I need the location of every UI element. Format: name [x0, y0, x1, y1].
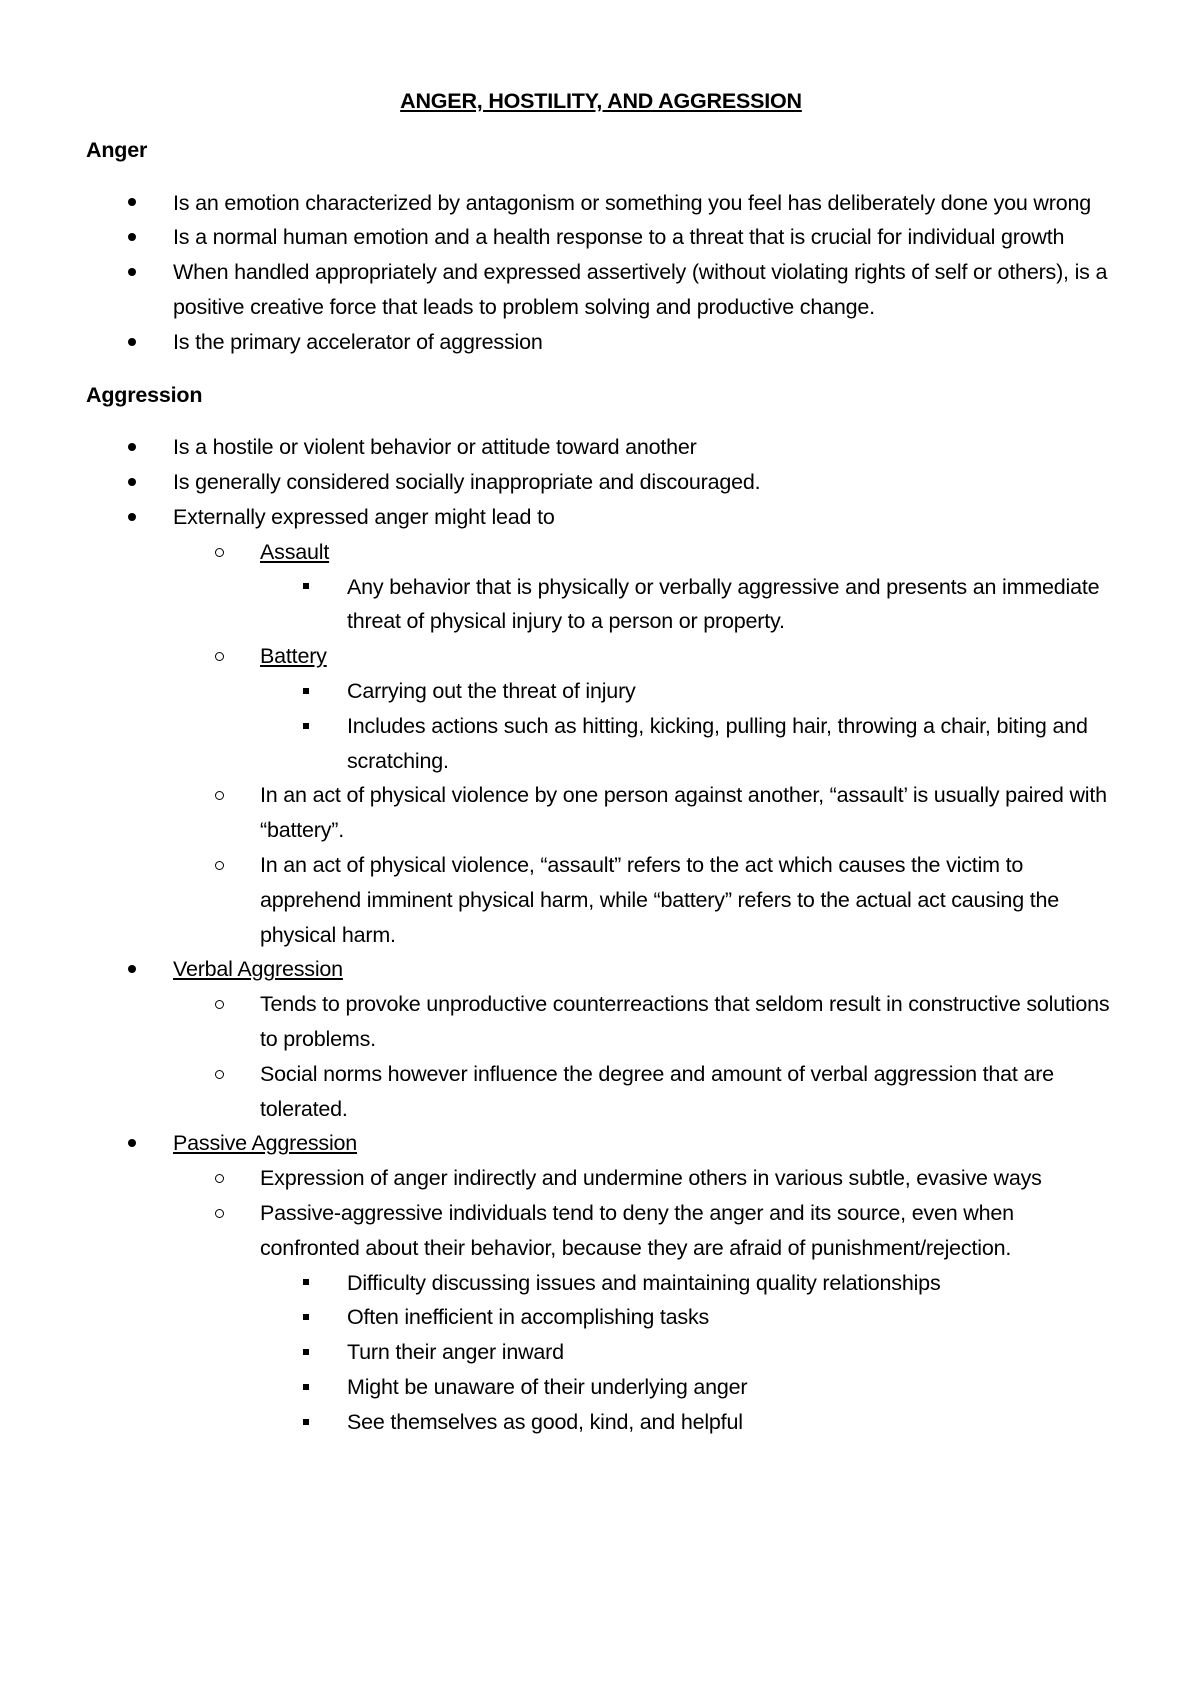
list-item: Expression of anger indirectly and undermine others in various subtle, evasive ways: [173, 1161, 1116, 1196]
section-heading-anger: Anger: [86, 137, 148, 162]
section-heading-aggression: Aggression: [86, 382, 203, 407]
verbal-aggression-sublist: [86, 987, 1116, 1126]
list-item: Includes actions such as hitting, kicking, pulling hair, throwing a chair, biting and scratching.: [260, 709, 1116, 779]
document-title: ANGER, HOSTILITY, AND AGGRESSION: [400, 89, 802, 113]
bullet-disc-icon: [122, 255, 142, 290]
list-item: Social norms however influence the degree and amount of verbal aggression that are tolerated.: [173, 1057, 1116, 1127]
anger-list: [86, 186, 1116, 360]
list-item: See themselves as good, kind, and helpful: [260, 1405, 1116, 1440]
bullet-circle-icon: [209, 1196, 229, 1231]
passive-traits-list: [173, 1266, 1116, 1440]
bullet-square-icon: [296, 570, 316, 605]
bullet-circle-icon: [209, 987, 229, 1022]
list-item-verbal-aggression: Verbal Aggression Tends to provoke unproductive counterreactions that seldom result in constructive solutions to problems. Social norms however influence the degree and amount of verbal aggression that are tolerated.: [86, 952, 1116, 1126]
bullet-disc-icon: [122, 325, 142, 360]
list-item: In an act of physical violence by one person against another, “assault’ is usually paired with “battery”.: [173, 778, 1116, 848]
document-body: [86, 84, 1116, 1439]
bullet-disc-icon: [122, 465, 142, 500]
bullet-square-icon: [296, 1266, 316, 1301]
list-item-passive-aggression: Passive Aggression Expression of anger indirectly and undermine others in various subtle, evasive ways Passive-aggressive individuals tend to deny the anger and its source, even when confronted about their behavior, because they are afraid of punishment/rejection. Difficulty discussing issues and maintaining quality relationships Often inefficient in accomplishing tasks Turn their anger inward Might be unaware of their underlying anger See themselves as good, kind, and helpful: [86, 1126, 1116, 1439]
list-item: Externally expressed anger might lead to Assault Any behavior that is physically or verbally aggressive and presents an immediate threat of physical injury to a person or property. Battery Carrying out the threat of injury Includes actions such as hitting, kicking, pulling hair, throwing a chair, biting and scratching. In an act of physical violence by one person against another, “assault’ is usually paired with “battery”. In an act of physical violence, “assault” refers to the act which causes the victim to apprehend imminent physical harm, while “battery” refers to the actual act causing the physical harm.: [86, 500, 1116, 952]
bullet-disc-icon: [122, 500, 142, 535]
list-item: Might be unaware of their underlying anger: [260, 1370, 1116, 1405]
list-item: In an act of physical violence, “assault” refers to the act which causes the victim to apprehend imminent physical harm, while “battery” refers to the actual act causing the physical harm.: [173, 848, 1116, 952]
bullet-square-icon: [296, 1300, 316, 1335]
external-anger-sublist: [86, 535, 1116, 953]
bullet-circle-icon: [209, 1161, 229, 1196]
bullet-square-icon: [296, 1335, 316, 1370]
bullet-square-icon: [296, 674, 316, 709]
bullet-disc-icon: [122, 186, 142, 221]
bullet-circle-icon: [209, 778, 229, 813]
list-item: When handled appropriately and expressed assertively (without violating rights of self or others), is a positive creative force that leads to problem solving and productive change.: [86, 255, 1116, 325]
bullet-square-icon: [296, 709, 316, 744]
battery-details: [173, 674, 1116, 778]
list-item: Is a hostile or violent behavior or attitude toward another: [86, 430, 1116, 465]
bullet-circle-icon: [209, 535, 229, 570]
aggression-list: [86, 430, 1116, 1439]
bullet-disc-icon: [122, 952, 142, 987]
bullet-disc-icon: [122, 220, 142, 255]
list-item: Turn their anger inward: [260, 1335, 1116, 1370]
passive-aggression-sublist: [86, 1161, 1116, 1439]
list-item: Is an emotion characterized by antagonism or something you feel has deliberately done you wrong: [86, 186, 1116, 221]
bullet-disc-icon: [122, 1126, 142, 1161]
bullet-square-icon: [296, 1405, 316, 1440]
list-item: Is a normal human emotion and a health response to a threat that is crucial for individual growth: [86, 220, 1116, 255]
list-item: Often inefficient in accomplishing tasks: [260, 1300, 1116, 1335]
bullet-disc-icon: [122, 430, 142, 465]
sublist-item-battery: Battery Carrying out the threat of injury Includes actions such as hitting, kicking, pulling hair, throwing a chair, biting and scratching.: [173, 639, 1116, 778]
bullet-circle-icon: [209, 1057, 229, 1092]
list-item: Passive-aggressive individuals tend to deny the anger and its source, even when confronted about their behavior, because they are afraid of punishment/rejection. Difficulty discussing issues and maintaining quality relationships Often inefficient in accomplishing tasks Turn their anger inward Might be unaware of their underlying anger See themselves as good, kind, and helpful: [173, 1196, 1116, 1440]
sublist-item-assault: Assault Any behavior that is physically or verbally aggressive and presents an immediate threat of physical injury to a person or property.: [173, 535, 1116, 639]
list-item: Is the primary accelerator of aggression: [86, 325, 1116, 360]
list-item: Carrying out the threat of injury: [260, 674, 1116, 709]
list-item: Any behavior that is physically or verbally aggressive and presents an immediate threat of physical injury to a person or property.: [260, 570, 1116, 640]
bullet-square-icon: [296, 1370, 316, 1405]
list-item: Is generally considered socially inappropriate and discouraged.: [86, 465, 1116, 500]
bullet-circle-icon: [209, 848, 229, 883]
list-item: Tends to provoke unproductive counterreactions that seldom result in constructive solutions to problems.: [173, 987, 1116, 1057]
bullet-circle-icon: [209, 639, 229, 674]
list-item: Difficulty discussing issues and maintaining quality relationships: [260, 1266, 1116, 1301]
assault-details: [173, 570, 1116, 640]
